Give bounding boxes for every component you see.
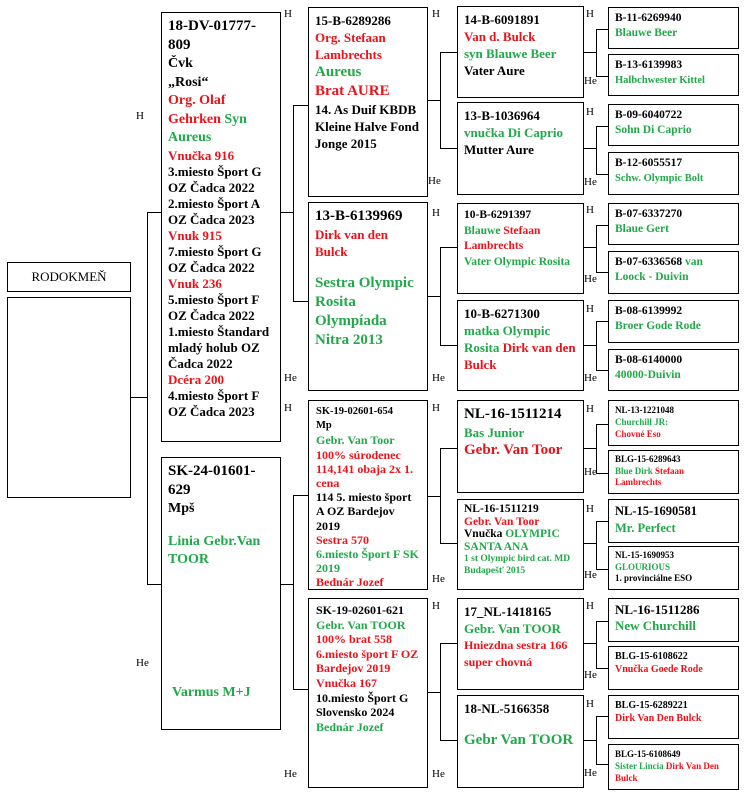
connector-g4-out-5 — [584, 448, 596, 449]
marker-g4-15: He — [584, 767, 597, 779]
marker-g4-4: H — [586, 204, 594, 216]
ss-ring: 15-B-6289286 — [315, 13, 391, 28]
dam-ring: SK-24-01601-629 — [168, 463, 256, 498]
connector-trunk-3a — [440, 52, 441, 148]
connector-g4-out-6 — [584, 543, 596, 544]
sire-box — [161, 12, 281, 442]
dds-ring: 17_NL-1418165 — [464, 604, 552, 619]
connector-g4-5a — [596, 424, 608, 425]
connector-dam — [147, 584, 161, 585]
sire-name: „Rosi“ — [168, 74, 209, 90]
g4-name-10: Mr. Perfect — [615, 521, 676, 535]
connector-g4-trunk-6 — [596, 521, 597, 569]
dam-line: Linia Gebr.Van TOOR — [168, 533, 261, 567]
connector-ss — [293, 105, 308, 106]
pedigree-title: RODOKMEŇ — [31, 269, 107, 284]
connector-dd-out — [428, 692, 440, 693]
marker-g4-6: H — [586, 303, 594, 315]
ds-owner: Bednár Jozef — [316, 575, 384, 590]
g4-ring-0: B-11-6269940 — [615, 12, 682, 24]
connector-trunk-3d — [440, 643, 441, 740]
ds-breeder: Gebr. Van Toor — [316, 433, 395, 448]
connector-ssd — [440, 148, 457, 149]
connector-dds — [440, 643, 457, 644]
connector-sd-out — [428, 296, 440, 297]
marker-sd: He — [284, 372, 297, 384]
g4-ring-5: B-07-6336568 — [615, 256, 683, 268]
g4-name-3: Schw. Olympic Bolt — [615, 173, 704, 184]
dsd-text: 1 st Olympic bird cat. MD Budapešť 2015 — [464, 554, 571, 576]
g4-name-14: Dirk Van Den Bulck — [615, 713, 702, 724]
g4-box-11 — [608, 546, 739, 590]
sire-achv-4-text: 1.miesto Štandard mladý holub OZ Čadca 2022 — [168, 323, 270, 371]
dam-sex: Mpš — [168, 501, 195, 516]
marker-dd: He — [284, 768, 297, 780]
dd-owner: Bednár Jozef — [316, 719, 384, 734]
dss-ring: NL-16-1511214 — [464, 406, 562, 422]
marker-g4-2: H — [586, 106, 594, 118]
sire-achv-3-text: 5.miesto Šport F OZ Čadca 2022 — [168, 291, 259, 323]
dd-sib: 100% brat 558 6.miesto šport F OZ Bardejov 2019 — [316, 632, 419, 676]
connector-dss — [440, 448, 457, 449]
sds-ring: 10-B-6291397 — [464, 209, 532, 221]
sire-achv-0-text: 3.miesto Šport G OZ Čadca 2022 — [168, 163, 262, 195]
sds-breeder: Stefaan Lambrechts — [464, 224, 541, 252]
sire-achv-0-head: Vnučka 916 — [168, 147, 235, 163]
sdd-ring: 10-B-6271300 — [464, 306, 540, 321]
g4-ring-2: B-09-6040722 — [615, 109, 683, 121]
connector-g4-2a — [596, 126, 608, 127]
g4-ring-1: B-13-6139983 — [615, 59, 683, 71]
connector-g4-out-4 — [584, 345, 596, 346]
sire-achv-5-text: 4.miesto Šport F OZ Čadca 2023 — [168, 387, 259, 419]
connector-g4-4b — [596, 370, 608, 371]
g4-box-3 — [608, 152, 739, 195]
dam-note: Varmus M+J — [172, 685, 251, 700]
sss-ring: 14-B-6091891 — [464, 12, 540, 27]
sdd-box — [457, 300, 584, 391]
sire-dam-box — [308, 202, 428, 391]
ss-text: 14. As Duif KBDB Kleine Halve Fond Jonge 2015 — [315, 102, 419, 151]
connector-sire-out — [281, 212, 293, 213]
g4-ring-9: BLG-15-6289643 — [615, 454, 681, 464]
dss-name: Bas Junior — [464, 425, 525, 440]
g4-name-6: Broer Gode Rode — [615, 320, 701, 332]
connector-dd — [293, 689, 308, 690]
ds-extra: Sestra 570 — [316, 532, 369, 547]
dd-breeder: Gebr. Van TOOR — [316, 617, 406, 632]
ddd-breeder: Gebr Van TOOR — [464, 732, 574, 748]
marker-g4-5: He — [584, 273, 597, 285]
ss-name: Aureus — [315, 64, 362, 80]
sd-ring: 13-B-6139969 — [315, 208, 403, 224]
connector-g4-trunk-3 — [596, 225, 597, 272]
connector-g4-out-1 — [584, 52, 596, 53]
connector-g4-7a — [596, 621, 608, 622]
g4-extra-11: 1. provinciálne ESO — [615, 573, 693, 583]
g4-box-10 — [608, 499, 739, 543]
connector-g4-trunk-1 — [596, 29, 597, 76]
g4-box-14 — [608, 695, 739, 739]
g4-name-0: Blauwe Beer — [615, 27, 678, 39]
g4-name-11: GLOURIOUS — [615, 561, 671, 572]
g4-ring-10: NL-15-1690581 — [615, 504, 697, 518]
g4-box-7 — [608, 349, 739, 391]
connector-g4-out-3 — [584, 247, 596, 248]
connector-sds — [440, 247, 457, 248]
marker-dss: H — [432, 402, 440, 414]
connector-subject — [131, 397, 147, 398]
connector-g4-3b — [596, 272, 608, 273]
connector-g4-out-7 — [584, 643, 596, 644]
marker-sss: H — [432, 8, 440, 20]
marker-sds: H — [432, 207, 440, 219]
connector-ss-out — [428, 100, 440, 101]
connector-sire — [147, 212, 161, 213]
marker-g4-14: H — [586, 698, 594, 710]
connector-g4-out-2 — [584, 148, 596, 149]
dds-text: Hniezdna sestra 166 super chovná — [464, 638, 568, 669]
subject-photo-box — [7, 297, 131, 498]
dsd-rel: Vnučka — [464, 528, 503, 540]
sd-text: Sestra Olympic Rosita Olympíada Nitra 2013 — [315, 275, 414, 348]
g4-box-12 — [608, 598, 739, 642]
marker-g4-7: He — [584, 372, 597, 384]
sss-box — [457, 6, 584, 98]
g4-box-9 — [608, 450, 739, 494]
g4-ring-4: B-07-6337270 — [615, 208, 683, 220]
sire-ring: 18-DV-01777-809 — [168, 18, 257, 53]
g4-ring-14: BLG-15-6289221 — [615, 700, 688, 711]
connector-g4-out-8 — [584, 740, 596, 741]
dam-box — [161, 457, 281, 730]
g4-name-1: Halbchwester Kittel — [615, 75, 705, 86]
ddd-ring: 18-NL-5166358 — [464, 701, 550, 716]
marker-g4-8: H — [586, 403, 594, 415]
pedigree-title-box — [7, 262, 131, 292]
g4-ring-8: NL-13-1221048 — [615, 405, 674, 415]
g4-name-9: Blue Dirk — [615, 465, 653, 476]
g4-name-12: New Churchill — [615, 618, 697, 633]
sds-rel: Vater Olympic Rosita — [464, 255, 571, 268]
sire-line: Syn Aureus — [168, 111, 247, 145]
connector-g4-6b — [596, 569, 608, 570]
connector-trunk-3c — [440, 448, 441, 543]
ss-brat: Brat AURE — [315, 83, 390, 99]
g4-box-5 — [608, 251, 739, 294]
sdd-rel: matka Olympic Rosita — [464, 323, 551, 355]
ds-extra2: 6.miesto Šport F SK 2019 — [316, 547, 419, 576]
g4-box-15 — [608, 744, 739, 790]
marker-ss: H — [284, 8, 292, 20]
connector-g4-1a — [596, 29, 608, 30]
g4-ring-7: B-08-6140000 — [615, 354, 683, 366]
marker-ddd: He — [432, 768, 445, 780]
marker-ssd: He — [428, 175, 441, 187]
marker-g4-13: He — [584, 669, 597, 681]
connector-ds-out — [428, 496, 440, 497]
marker-dsd: He — [432, 573, 445, 585]
marker-ds: H — [284, 402, 292, 414]
connector-g4-2b — [596, 174, 608, 175]
connector-g4-6a — [596, 521, 608, 522]
connector-dsd — [440, 543, 457, 544]
connector-trunk-2b — [293, 495, 294, 689]
ds-sib: 100% súrodenec 114,141 obaja 2x 1. cena — [316, 447, 414, 491]
g4-extra-9: Stefaan Lambrechts — [615, 465, 685, 487]
dsd-ring: NL-16-1511219 — [464, 503, 539, 515]
sire-breeder: Org. Olaf Gehrken — [168, 93, 226, 127]
sire-achv-5-head: Dcéra 200 — [168, 371, 224, 387]
g4-ring-3: B-12-6055517 — [615, 157, 683, 169]
g4-box-6 — [608, 300, 739, 343]
dss-breeder: Gebr. Van Toor — [464, 442, 563, 458]
ssd-rel: vnučka Di Caprio — [464, 125, 563, 140]
connector-trunk-1 — [147, 212, 148, 584]
marker-g4-10: H — [586, 503, 594, 515]
marker-g4-3: He — [584, 176, 597, 188]
marker-g4-0: H — [586, 8, 594, 20]
connector-g4-trunk-2 — [596, 126, 597, 174]
connector-g4-4a — [596, 321, 608, 322]
g4-ring-6: B-08-6139992 — [615, 305, 683, 317]
connector-g4-trunk-4 — [596, 321, 597, 370]
dsd-box — [457, 499, 584, 590]
marker-g4-1: He — [584, 75, 597, 87]
connector-g4-1b — [596, 76, 608, 77]
marker-g4-12: H — [586, 600, 594, 612]
marker-dam: He — [136, 657, 149, 669]
dam-sire-box — [308, 400, 428, 590]
dd-text: 10.miesto Šport G Slovensko 2024 — [316, 690, 409, 720]
sire-achv-2-head: Vnuk 915 — [168, 227, 222, 243]
connector-g4-trunk-8 — [596, 716, 597, 764]
marker-sire: H — [136, 110, 144, 122]
ss-breeder: Org. Stefaan Lambrechts — [315, 30, 386, 62]
connector-trunk-2a — [293, 105, 294, 301]
sire-achv-1-text: 2.miesto Šport A OZ Čadca 2023 — [168, 195, 260, 227]
sire-achv-3-head: Vnuk 236 — [168, 275, 222, 291]
dsd-name: OLYMPIC SANTA ANA — [464, 528, 560, 553]
connector-trunk-3b — [440, 247, 441, 345]
g4-ring-11: NL-15-1690953 — [615, 550, 674, 560]
dss-box — [457, 400, 584, 493]
connector-g4-5b — [596, 473, 608, 474]
g4-ring-15: BLG-15-6108649 — [615, 749, 681, 759]
connector-g4-3a — [596, 225, 608, 226]
dam-dam-box — [308, 598, 428, 788]
connector-dam-out — [281, 584, 293, 585]
g4-name-13: Vnučka Goede Rode — [615, 664, 703, 675]
g4-box-1 — [608, 54, 739, 96]
g4-name-15: Sister Lincia — [615, 761, 664, 771]
connector-g4-trunk-7 — [596, 621, 597, 668]
sss-text: Vater Aure — [464, 63, 525, 78]
g4-box-0 — [608, 7, 739, 49]
g4-name-5: van Loock - Duivin — [615, 256, 703, 283]
g4-box-8 — [608, 400, 739, 446]
connector-g4-7b — [596, 668, 608, 669]
g4-box-13 — [608, 646, 739, 690]
sds-box — [457, 203, 584, 294]
g4-name-8: Churchill JR: — [615, 417, 669, 427]
ssd-text: Mutter Aure — [464, 142, 534, 157]
g4-name-2: Sohn Di Caprio — [615, 124, 692, 136]
ds-sex: Mp — [316, 420, 332, 432]
g4-ring-13: BLG-15-6108622 — [615, 651, 688, 662]
ssd-box — [457, 102, 584, 195]
dds-breeder: Gebr. Van TOOR — [464, 621, 561, 636]
g4-name-4: Blaue Gert — [615, 223, 669, 235]
sire-sex: Čvk — [168, 56, 193, 71]
connector-sd — [293, 301, 308, 302]
connector-sdd — [440, 345, 457, 346]
ds-ring: SK-19-02601-654 — [316, 406, 393, 417]
sss-name: Van d. Bulck — [464, 29, 536, 44]
connector-ddd — [440, 740, 457, 741]
g4-box-4 — [608, 203, 739, 245]
marker-dds: H — [432, 600, 440, 612]
marker-sdd: He — [432, 372, 445, 384]
sd-name: Dirk van den Bulck — [315, 227, 388, 259]
ssd-ring: 13-B-1036964 — [464, 108, 540, 123]
marker-g4-9: He — [584, 466, 597, 478]
sire-sire-box — [308, 7, 428, 197]
g4-ring-12: NL-16-1511286 — [615, 602, 700, 617]
dd-ring: SK-19-02601-621 — [316, 603, 404, 617]
ds-text: 114 5. miesto šport A OZ Bardejov 2019 — [316, 490, 412, 533]
connector-g4-8a — [596, 716, 608, 717]
connector-sss — [440, 52, 457, 53]
dds-box — [457, 598, 584, 690]
g4-name-7: 40000-Duivin — [615, 369, 681, 381]
marker-g4-11: He — [584, 569, 597, 581]
dsd-breeder: Gebr. Van Toor — [464, 515, 540, 528]
connector-g4-8b — [596, 764, 608, 765]
g4-box-2 — [608, 104, 739, 146]
sdd-name: Dirk van den Bulck — [464, 340, 576, 372]
sire-achv-2-text: 7.miesto Šport G OZ Čadca 2022 — [168, 243, 262, 275]
connector-ds — [293, 495, 308, 496]
g4-extra-8: Chovné Eso — [615, 429, 661, 439]
sss-rel: syn Blauwe Beer — [464, 46, 557, 61]
sds-name: Blauwe — [464, 224, 501, 237]
dd-extra: Vnučka 167 — [316, 675, 378, 690]
ddd-box — [457, 695, 584, 788]
g4-extra-15: Dirk Van Den Bulck — [615, 761, 719, 783]
